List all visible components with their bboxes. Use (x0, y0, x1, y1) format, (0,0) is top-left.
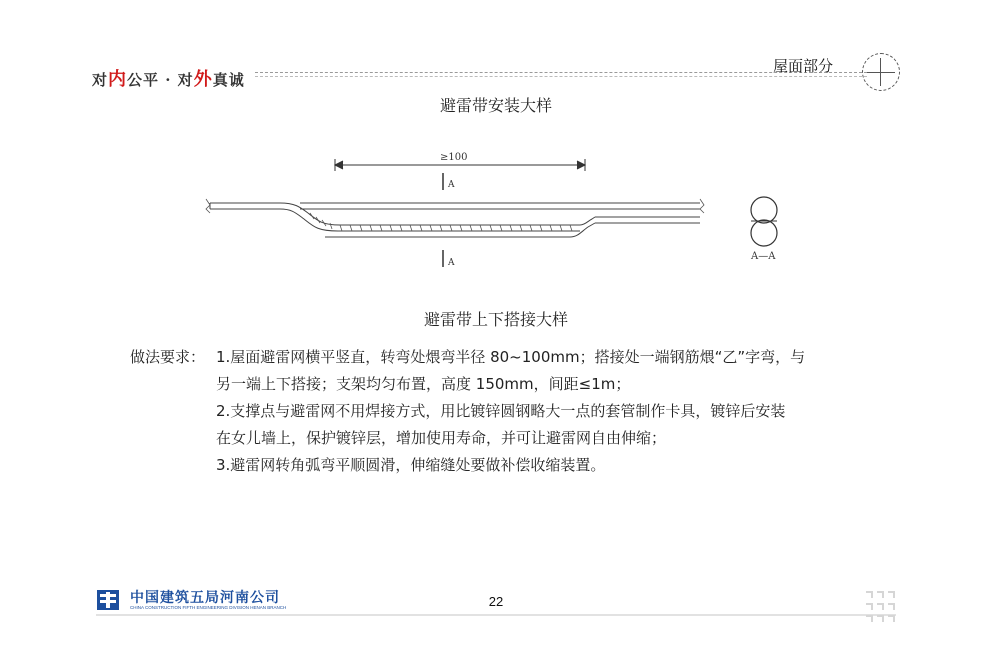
slogan-text-2: 公平 · 对 (127, 71, 194, 89)
lap-detail-title: 避雷带上下搭接大样 (423, 310, 568, 329)
slogan-red-2: 外 (193, 69, 213, 90)
header-divider-secondary (255, 76, 867, 77)
weld-hatch (310, 213, 572, 231)
page-number: 22 (488, 594, 504, 609)
requirements-label: 做法要求： (130, 348, 206, 366)
corner-decoration-icon (864, 588, 898, 624)
header-slogan (92, 65, 245, 91)
section-mark-top: A (448, 180, 455, 190)
slogan-text-1: 对 (92, 71, 109, 89)
requirement-line: 另一端上下搭接；支架均匀布置，高度 150mm，间距≤1m； (216, 375, 631, 393)
requirement-line: 3.避雷网转角弧弯平顺圆滑，伸缩缝处要做补偿收缩装置。 (216, 456, 606, 474)
section-mark-bottom: A (448, 258, 455, 268)
company-name-en: CHINA CONSTRUCTION FIFTH ENGINEERING DIVISION HENAN BRANCH (130, 605, 287, 610)
section-view-label: A—A (751, 251, 776, 262)
install-detail-title: 避雷带安装大样 (439, 96, 552, 115)
crosshair-circle-icon (862, 53, 900, 91)
requirement-line: 2.支撑点与避雷网不用焊接方式，用比镀锌圆钢略大一点的套管制作卡具，镀锌后安装 (216, 402, 786, 420)
company-name-cn: 中国建筑五局河南公司 (130, 590, 280, 606)
section-view-circles (751, 197, 777, 246)
slogan-red-1: 内 (108, 69, 128, 90)
slogan-text-3: 真诚 (212, 71, 245, 89)
dimension-label: ≥100 (440, 152, 468, 163)
break-marks (206, 199, 704, 213)
footer-divider (96, 614, 896, 616)
requirement-line: 在女儿墙上，保护镀锌层，增加使用寿命，并可让避雷网自由伸缩； (216, 429, 667, 447)
requirement-line: 1.屋面避雷网横平竖直，转弯处煨弯半径 80~100mm；搭接处一端钢筋煨“乙”字弯，与 (216, 348, 806, 366)
section-title: 屋面部分 (773, 58, 834, 75)
lower-bar (210, 203, 700, 237)
lap-joint-drawing (200, 145, 800, 275)
